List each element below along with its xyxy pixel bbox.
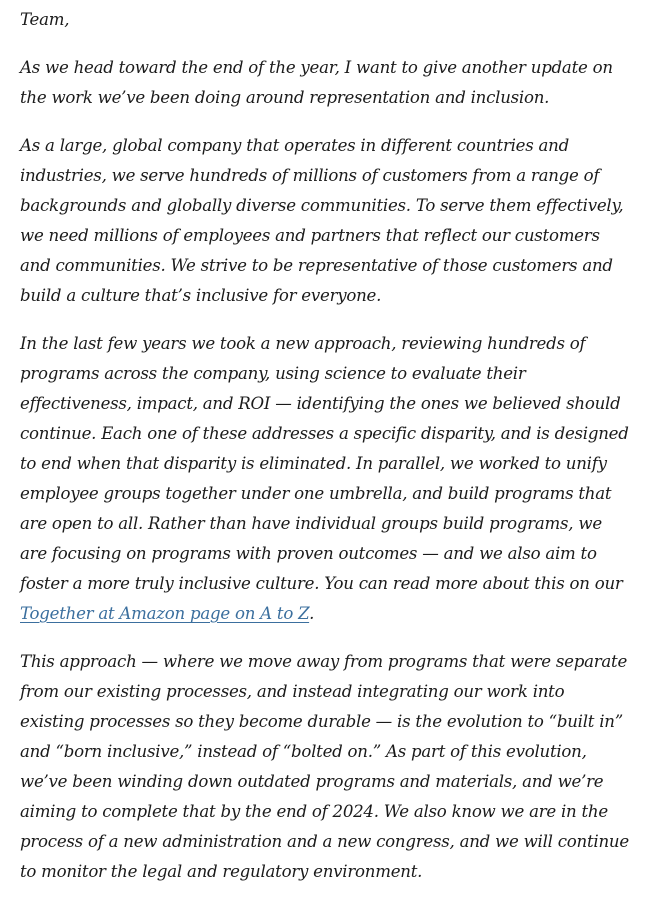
together-at-amazon-link[interactable]: Together at Amazon page on A to Z <box>20 604 310 623</box>
memo-body <box>20 5 632 905</box>
paragraph-3-end: . <box>309 604 315 623</box>
paragraph-3 <box>20 329 632 629</box>
paragraph-2: As a large, global company that operates in different countries and industries, we serve hundreds of millions of customers from a range of backgrounds and globally diverse communities. To serve them effectively, we need millions of employees and partners that reflect our customers and communities. We strive to be representative of those customers and build a culture that’s inclusive for everyone. <box>20 136 624 305</box>
paragraph-4: This approach — where we move away from programs that were separate from our existing processes, and instead integrating our work into existing processes so they become durable — is the evolution to “built in” and “born inclusive,” instead of “bolted on.” As part of this evolution, we’ve been winding down outdated programs and materials, and we’re aiming to complete that by the end of 2024. We also know we are in the process of a new administration and a new congress, and we will continue to monitor the legal and regulatory environment. <box>20 652 629 881</box>
paragraph-1: As we head toward the end of the year, I want to give another update on the work we’ve been doing around representation and inclusion. <box>20 58 613 107</box>
salutation: Team, <box>20 10 70 29</box>
paragraph-3-text: In the last few years we took a new approach, reviewing hundreds of programs across the company, using science to evaluate their effectiveness, impact, and ROI — identifying the ones we believed should continue. Each one of these addresses a specific disparity, and is designed to end when that disparity is eliminated. In parallel, we worked to unify employee groups together under one umbrella, and build programs that are open to all. Rather than have individual groups build programs, we are focusing on programs with proven outcomes — and we also aim to foster a more truly inclusive culture. You can read more about this on our <box>20 334 629 593</box>
